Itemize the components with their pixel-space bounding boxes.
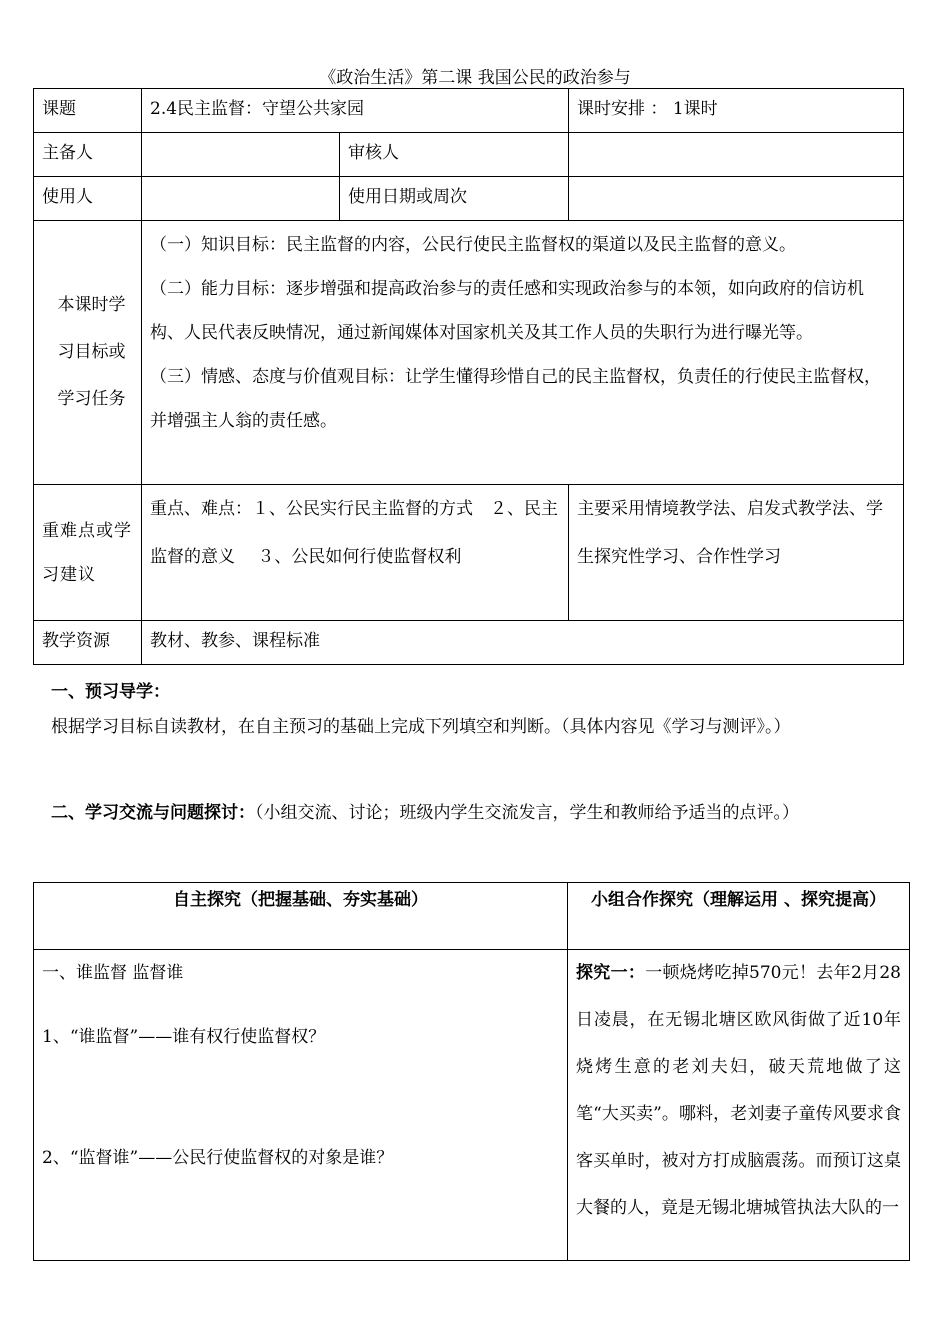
- section1-heading: 一、预习导学：: [51, 682, 170, 702]
- topic-label: 课题: [34, 89, 142, 133]
- methods-cell: [569, 485, 904, 621]
- lesson-plan-table: [33, 88, 904, 665]
- case-label: 探究一：: [576, 963, 646, 983]
- key-points: 重点、难点：１、公民实行民主监督的方式 ２、民主监督的意义 ３、公民如何行使监督权利: [150, 499, 558, 567]
- reviewer-label: 审核人: [340, 133, 569, 177]
- key-label: 重难点或学习建议: [34, 485, 142, 621]
- preparer-value: [142, 133, 340, 177]
- left-content: [34, 950, 568, 1261]
- right-content: [568, 950, 910, 1261]
- goals-cell: [142, 221, 904, 485]
- goal-ability: （二）能力目标：逐步增强和提高政治参与的责任感和实现政治参与的本领，如向政府的信访机构、人民代表反映情况，通过新闻媒体对国家机关及其工作人员的失职行为进行曝光等。: [150, 279, 864, 343]
- goal-knowledge: （一）知识目标：民主监督的内容，公民行使民主监督权的渠道以及民主监督的意义。: [150, 235, 796, 255]
- right-header: 小组合作探究（理解运用 、探究提高）: [568, 883, 910, 950]
- left-title: 一、谁监督 监督谁: [42, 963, 184, 983]
- preparer-label: 主备人: [34, 133, 142, 177]
- explore-table: [33, 882, 910, 1261]
- resources-value: 教材、教参、课程标准: [142, 621, 904, 665]
- methods: 主要采用情境教学法、启发式教学法、学生探究性学习、合作性学习: [577, 499, 884, 567]
- resources-label: 教学资源: [34, 621, 142, 665]
- question-2: 2、“监督谁”——公民行使监督权的对象是谁？: [42, 1148, 394, 1168]
- question-1: 1、“谁监督”——谁有权行使监督权？: [42, 1027, 326, 1047]
- section2-paragraph: [51, 785, 901, 841]
- section2-heading: 二、学习交流与问题探讨：: [51, 803, 255, 823]
- section2-text: （小组交流、讨论；班级内学生交流发言，学生和教师给予适当的点评。）: [255, 803, 799, 823]
- goal-emotion: （三）情感、态度与价值观目标：让学生懂得珍惜自己的民主监督权，负责任的行使民主监督权，并增强主人翁的责任感。: [150, 367, 881, 431]
- user-label: 使用人: [34, 177, 142, 221]
- goals-label: 本课时学习目标或学习任务: [34, 221, 142, 485]
- case-text: 一顿烧烤吃掉570元！去年2月28日凌晨，在无锡北塘区欧风街做了近10年烧烤生意的老刘夫妇，破天荒地做了这笔“大买卖”。哪料，老刘妻子童传风要求食客买单时，被对方打成脑震荡。而预订这桌大餐的人，竟是无锡北塘城管执法大队的一: [576, 963, 901, 1218]
- reviewer-value: [569, 133, 904, 177]
- page-title: 《政治生活》第二课 我国公民的政治参与: [319, 68, 631, 88]
- section1-text: 根据学习目标自读教材，在自主预习的基础上完成下列填空和判断。（具体内容见《学习与测评》。）: [51, 717, 791, 737]
- hours-label: 课时安排 ： 1课时: [569, 89, 904, 133]
- case-paragraph: [576, 950, 901, 1232]
- date-value: [569, 177, 904, 221]
- user-value: [142, 177, 340, 221]
- left-header: 自主探究（把握基础、夯实基础）: [34, 883, 568, 950]
- key-points-cell: [142, 485, 569, 621]
- date-label: 使用日期或周次: [340, 177, 569, 221]
- topic-value: 2.4民主监督：守望公共家园: [142, 89, 569, 133]
